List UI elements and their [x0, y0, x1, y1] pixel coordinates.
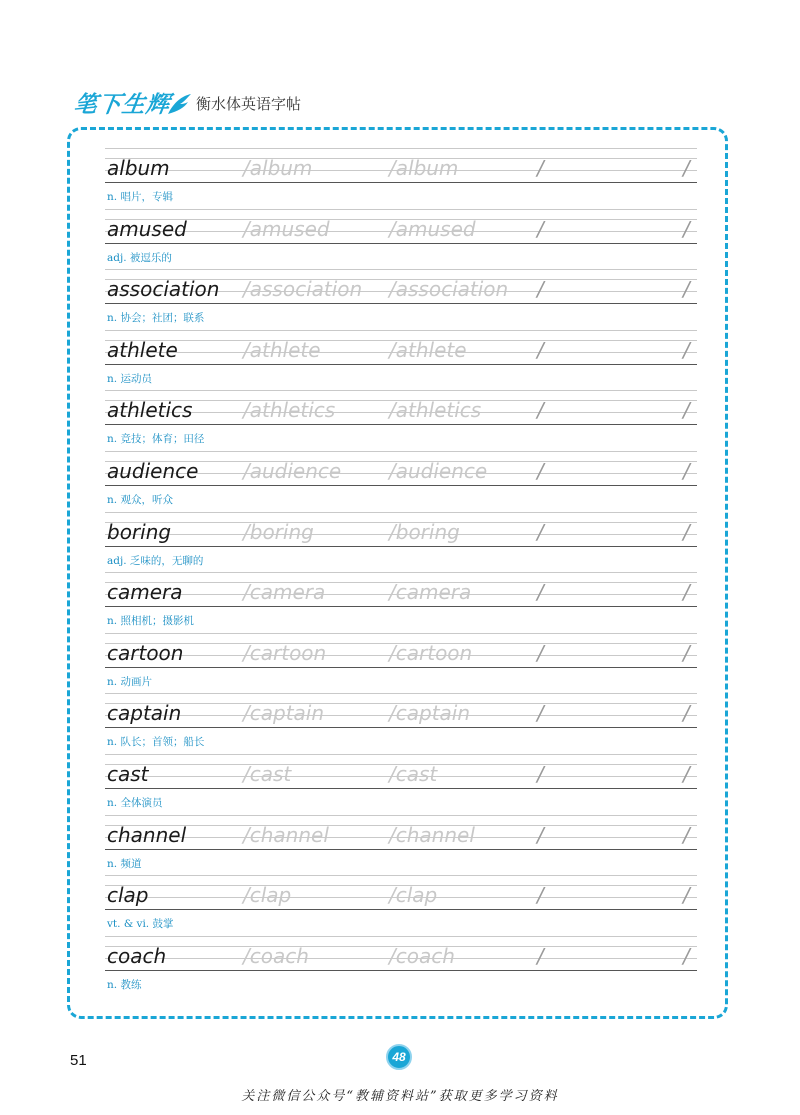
trace-word: /cast	[243, 761, 292, 786]
trace-word: /athletics	[389, 398, 482, 423]
trace-word: /channel	[389, 822, 475, 847]
trace-word: /album	[389, 156, 459, 180]
trace-word: /cast	[389, 761, 438, 786]
word-meaning: n. 观众，听众	[107, 493, 173, 506]
word-meaning: adj. 被逗乐的	[107, 251, 172, 264]
trace-word: /athlete	[243, 337, 321, 362]
trace-word: /audience	[389, 458, 488, 483]
practice-slash: /	[537, 458, 544, 483]
trace-word: /cartoon	[243, 640, 327, 665]
vocab-word: amused	[107, 216, 187, 241]
word-meaning: adj. 乏味的，无聊的	[107, 554, 204, 567]
trace-word: /captain	[389, 701, 471, 726]
practice-slash: /	[683, 761, 690, 786]
practice-slash: /	[537, 701, 544, 726]
practice-slash: /	[683, 519, 690, 544]
practice-slash: /	[537, 822, 544, 847]
guide-line	[105, 512, 697, 513]
trace-word: /coach	[389, 943, 455, 968]
word-entry	[105, 209, 697, 270]
guide-line	[105, 209, 697, 210]
trace-word: /channel	[243, 822, 329, 847]
guide-line	[105, 148, 697, 149]
practice-slash: /	[683, 458, 690, 483]
guide-line	[105, 693, 697, 694]
vocab-word: channel	[107, 822, 187, 847]
word-entry	[105, 330, 697, 391]
vocab-word: coach	[107, 943, 167, 968]
practice-slash: /	[683, 277, 690, 302]
word-entry	[105, 572, 697, 633]
page-subtitle: 衡水体英语字帖	[196, 95, 302, 113]
vocab-word: captain	[107, 701, 182, 726]
trace-word: /clap	[243, 883, 292, 908]
trace-word: /boring	[243, 519, 314, 544]
guide-line	[105, 572, 697, 573]
practice-slash: /	[683, 398, 690, 423]
guide-line	[105, 633, 697, 634]
trace-word: /amused	[389, 216, 476, 241]
word-entry	[105, 451, 697, 512]
word-meaning: n. 照相机；摄影机	[107, 615, 194, 628]
practice-slash: /	[537, 761, 544, 786]
trace-word: /clap	[389, 883, 438, 908]
practice-slash: /	[683, 640, 690, 665]
word-entry	[105, 754, 697, 815]
vocab-word: clap	[107, 883, 149, 908]
guide-line	[105, 330, 697, 331]
practice-slash: /	[683, 883, 690, 908]
word-entry	[105, 693, 697, 754]
word-entry	[105, 269, 697, 330]
guide-line	[105, 390, 697, 391]
trace-word: /athlete	[389, 337, 467, 362]
practice-slash: /	[683, 156, 690, 180]
word-meaning: n. 队长；首领；船长	[107, 736, 205, 749]
trace-word: /album	[243, 156, 313, 180]
practice-slash: /	[537, 519, 544, 544]
trace-word: /association	[243, 277, 363, 302]
vocab-word: cast	[107, 761, 149, 786]
trace-word: /captain	[243, 701, 325, 726]
word-entry	[105, 875, 697, 936]
word-meaning: n. 唱片，专辑	[107, 191, 173, 203]
practice-slash: /	[683, 337, 690, 362]
word-entry	[105, 148, 697, 209]
vocab-word: audience	[107, 458, 199, 483]
header	[74, 80, 301, 120]
practice-slash: /	[537, 943, 544, 968]
trace-word: /cartoon	[389, 640, 473, 665]
word-meaning: n. 协会；社团；联系	[107, 312, 205, 325]
trace-word: /boring	[389, 519, 460, 544]
vocab-word: athletics	[107, 398, 193, 423]
practice-slash: /	[683, 701, 690, 726]
vocab-word: association	[107, 277, 220, 302]
practice-slash: /	[537, 156, 544, 180]
trace-word: /coach	[243, 943, 309, 968]
practice-slash: /	[537, 216, 544, 241]
vocab-word: boring	[107, 519, 172, 544]
trace-word: /audience	[243, 458, 342, 483]
word-meaning: n. 竞技；体育；田径	[107, 433, 205, 446]
trace-word: /camera	[389, 580, 472, 605]
practice-slash: /	[537, 883, 544, 908]
trace-word: /amused	[243, 216, 330, 241]
vocab-word: camera	[107, 580, 183, 605]
word-meaning: n. 动画片	[107, 675, 152, 688]
word-meaning: vt. & vi. 鼓掌	[107, 918, 174, 931]
trace-word: /athletics	[243, 398, 336, 423]
practice-slash: /	[537, 640, 544, 665]
page-number: 51	[70, 1052, 87, 1069]
practice-slash: /	[683, 943, 690, 968]
word-meaning: n. 运动员	[107, 372, 152, 385]
trace-word: /camera	[243, 580, 326, 605]
vocab-word: cartoon	[107, 640, 184, 665]
guide-line	[105, 815, 697, 816]
practice-slash: /	[683, 822, 690, 847]
trace-word: /association	[389, 277, 509, 302]
practice-slash: /	[683, 580, 690, 605]
word-entry	[105, 815, 697, 876]
page-badge: 48	[386, 1044, 412, 1070]
guide-line	[105, 936, 697, 937]
footer-note: 关注微信公众号“教辅资料站”获取更多学习资料	[241, 1089, 559, 1104]
practice-slash: /	[537, 580, 544, 605]
practice-slash: /	[537, 337, 544, 362]
guide-line	[105, 875, 697, 876]
word-list	[105, 148, 697, 996]
practice-slash: /	[537, 277, 544, 302]
word-entry	[105, 936, 697, 997]
guide-line	[105, 451, 697, 452]
word-entry	[105, 390, 697, 451]
brand-logo: 笔下生辉	[72, 91, 172, 118]
word-meaning: n. 频道	[107, 857, 142, 870]
vocab-word: album	[107, 156, 170, 180]
word-meaning: n. 全体演员	[107, 796, 163, 809]
practice-slash: /	[537, 398, 544, 423]
guide-line	[105, 269, 697, 270]
guide-line	[105, 754, 697, 755]
word-meaning: n. 教练	[107, 978, 142, 991]
word-entry	[105, 512, 697, 573]
vocab-word: athlete	[107, 337, 178, 362]
word-entry	[105, 633, 697, 694]
practice-slash: /	[683, 216, 690, 241]
